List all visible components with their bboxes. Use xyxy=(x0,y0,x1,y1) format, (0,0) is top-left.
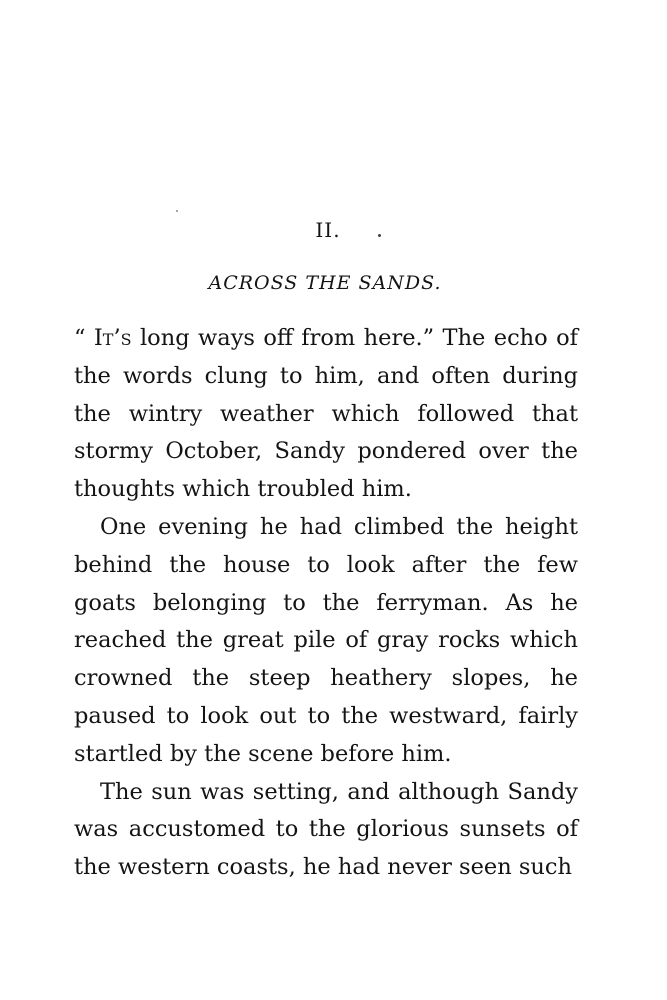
open-quote: “ xyxy=(74,325,94,351)
chapter-title: ACROSS THE SANDS. xyxy=(208,272,442,294)
print-speck xyxy=(176,210,178,212)
opening-word: It’s xyxy=(93,325,132,351)
chapter-number: II. xyxy=(315,218,341,242)
paragraph-1 xyxy=(74,320,578,509)
body-text xyxy=(74,320,578,887)
paragraph-3: The sun was setting, and although Sandy was accustomed to the glorious sunsets of the western coasts, he had never seen such xyxy=(74,778,578,881)
paragraph-1-text: long ways off from here.” The echo of the words clung to him, and often during the wintry weather which followed that stormy October, Sandy pondered over the thoughts which troubled him. xyxy=(74,325,578,503)
paragraph-2: One evening he had climbed the height behind the house to look after the few goats belonging to the ferryman. As he reached the great pile of gray rocks which crowned the steep heathery slopes, he paused to look out to the westward, fairly startled by the scene before him. xyxy=(74,513,578,767)
